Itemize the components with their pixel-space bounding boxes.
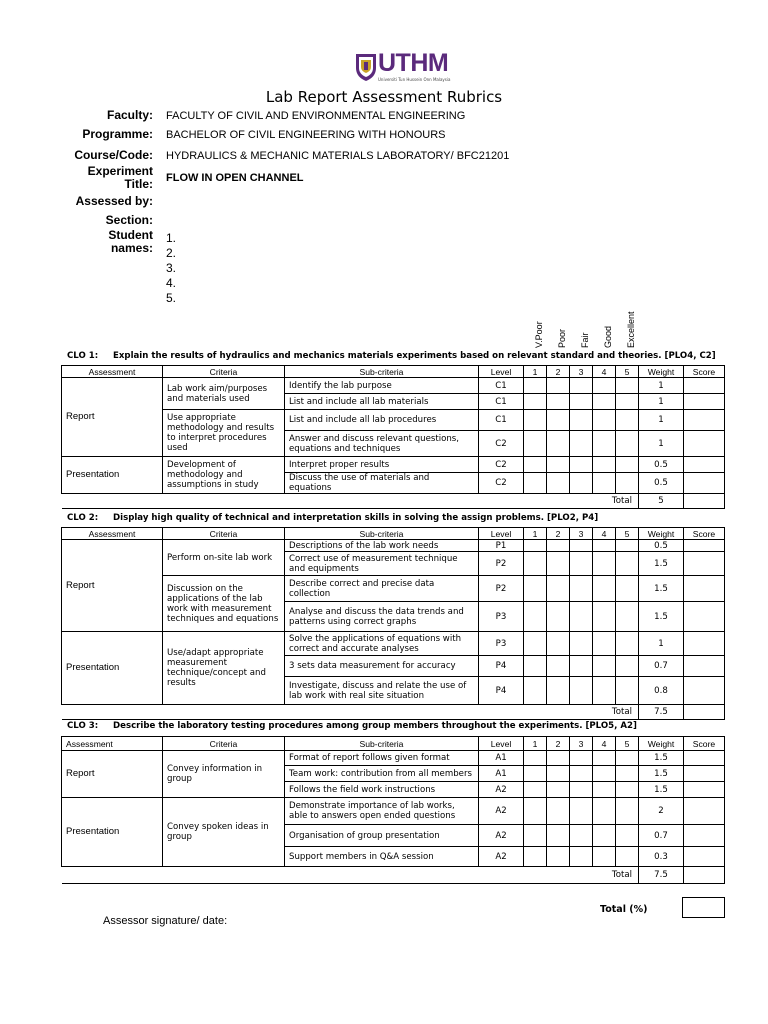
score-cell[interactable] (684, 766, 725, 782)
score-box[interactable] (616, 394, 639, 410)
score-box[interactable] (593, 632, 616, 656)
criteria-cell: Discussion on the applications of the lab work with measurement techniques and equations (163, 576, 285, 632)
course-label: Course/Code: (74, 148, 153, 162)
score-box[interactable] (616, 410, 639, 431)
student-1: 1. (166, 231, 177, 245)
score-box[interactable] (524, 410, 547, 431)
grand-total-box[interactable] (682, 897, 725, 918)
table-row: Discussion on the applications of the lab work with measurement techniques and equations Describe correct and precise data collection P2 1.5 (62, 576, 725, 602)
score-box[interactable] (524, 766, 547, 782)
total-score-cell[interactable] (684, 867, 725, 884)
score-box[interactable] (593, 576, 616, 602)
uthm-logo (355, 52, 377, 82)
table-row: Presentation Use/adapt appropriate measurement technique/concept and results Solve the applications of equations with correct and accurate analyses P3 1 (62, 632, 725, 656)
table-row: Presentation Development of methodology and assumptions in study Interpret proper results C2 0.5 (62, 457, 725, 473)
score-box[interactable] (616, 431, 639, 457)
score-box[interactable] (616, 473, 639, 494)
section-label: Section: (105, 213, 153, 227)
score-cell[interactable] (684, 782, 725, 798)
table-row: Report Lab work aim/purposes and materials used Identify the lab purpose C1 1 (62, 378, 725, 394)
score-box[interactable] (593, 473, 616, 494)
score-box[interactable] (616, 632, 639, 656)
assessment-report: Report (62, 751, 163, 798)
score-box[interactable] (593, 798, 616, 825)
score-box[interactable] (547, 431, 570, 457)
assessment-report: Report (62, 540, 163, 632)
score-box[interactable] (593, 552, 616, 576)
table-row: Report Perform on-site lab work Descriptions of the lab work needs P1 0.5 (62, 540, 725, 552)
score-cell[interactable] (684, 394, 725, 410)
clo2-heading: CLO 2: Display high quality of technical and interpretation skills in solving the assign problems. [PLO2, P4] (67, 513, 599, 523)
scale-label-vpoor: V.Poor (534, 321, 544, 348)
score-cell[interactable] (684, 751, 725, 766)
score-cell[interactable] (684, 540, 725, 552)
score-box[interactable] (524, 656, 547, 677)
score-box[interactable] (524, 632, 547, 656)
score-box[interactable] (524, 540, 547, 552)
score-box[interactable] (570, 782, 593, 798)
table-row: Use appropriate methodology and results to interpret procedures used List and include all lab procedures C1 1 (62, 410, 725, 431)
score-cell[interactable] (684, 602, 725, 632)
score-box[interactable] (593, 782, 616, 798)
assessment-report: Report (62, 378, 163, 457)
experiment-value: FLOW IN OPEN CHANNEL (166, 172, 304, 184)
clo2-table (61, 527, 725, 720)
score-cell[interactable] (684, 431, 725, 457)
total-label: Total (62, 494, 639, 509)
score-cell[interactable] (684, 552, 725, 576)
assessment-presentation: Presentation (62, 632, 163, 705)
score-box[interactable] (593, 825, 616, 847)
score-box[interactable] (616, 782, 639, 798)
score-box[interactable] (524, 782, 547, 798)
score-box[interactable] (593, 751, 616, 766)
score-box[interactable] (616, 825, 639, 847)
score-cell[interactable] (684, 798, 725, 825)
score-box[interactable] (593, 394, 616, 410)
criteria-cell: Convey spoken ideas in group (163, 798, 285, 867)
score-box[interactable] (593, 431, 616, 457)
score-box[interactable] (547, 552, 570, 576)
score-box[interactable] (616, 457, 639, 473)
score-box[interactable] (593, 378, 616, 394)
score-cell[interactable] (684, 410, 725, 431)
criteria-cell: Use appropriate methodology and results to interpret procedures used (163, 410, 285, 457)
score-box[interactable] (524, 394, 547, 410)
score-box[interactable] (570, 798, 593, 825)
assessment-presentation: Presentation (62, 457, 163, 494)
total-score-cell[interactable] (684, 494, 725, 509)
total-label: Total (62, 705, 639, 720)
table-row: List and include all lab materials C1 1 (62, 394, 725, 410)
score-box[interactable] (547, 602, 570, 632)
total-weight: 7.5 (639, 705, 684, 720)
score-cell[interactable] (684, 457, 725, 473)
assessed-by-label: Assessed by: (75, 194, 153, 208)
assessor-signature-label: Assessor signature/ date: (103, 915, 228, 927)
clo1-table (61, 365, 725, 509)
score-box[interactable] (593, 457, 616, 473)
total-weight: 7.5 (639, 867, 684, 884)
score-box[interactable] (570, 410, 593, 431)
criteria-cell: Lab work aim/purposes and materials used (163, 378, 285, 410)
score-cell[interactable] (684, 656, 725, 677)
faculty-value: FACULTY OF CIVIL AND ENVIRONMENTAL ENGINEERING (166, 110, 466, 122)
score-box[interactable] (616, 540, 639, 552)
score-box[interactable] (547, 457, 570, 473)
score-box[interactable] (524, 825, 547, 847)
score-box[interactable] (524, 677, 547, 705)
score-box[interactable] (616, 602, 639, 632)
course-value: HYDRAULICS & MECHANIC MATERIALS LABORATORY/ BFC21201 (166, 150, 510, 162)
student-2: 2. (166, 246, 177, 260)
score-box[interactable] (524, 798, 547, 825)
score-box[interactable] (547, 632, 570, 656)
table-row: Support members in Q&A session A2 0.3 (62, 847, 725, 867)
score-box[interactable] (547, 473, 570, 494)
score-box[interactable] (616, 378, 639, 394)
student-3: 3. (166, 261, 177, 275)
score-box[interactable] (593, 766, 616, 782)
score-box[interactable] (616, 677, 639, 705)
score-cell[interactable] (684, 576, 725, 602)
score-box[interactable] (547, 410, 570, 431)
score-box[interactable] (570, 825, 593, 847)
table-row: Organisation of group presentation A2 0.7 (62, 825, 725, 847)
score-box[interactable] (547, 751, 570, 766)
scale-label-poor: Poor (557, 328, 567, 348)
score-cell[interactable] (684, 847, 725, 867)
score-box[interactable] (616, 798, 639, 825)
score-box[interactable] (570, 847, 593, 867)
score-box[interactable] (547, 782, 570, 798)
score-box[interactable] (570, 751, 593, 766)
score-box[interactable] (570, 540, 593, 552)
experiment-label: Experiment Title: (87, 164, 153, 191)
faculty-label: Faculty: (106, 108, 153, 122)
table-header-row: Assessment Criteria Sub-criteria Level 1 2 3 4 5 Weight Score (62, 528, 725, 540)
criteria-cell: Perform on-site lab work (163, 540, 285, 576)
score-box[interactable] (547, 825, 570, 847)
programme-label: Programme: (82, 127, 153, 141)
total-weight: 5 (639, 494, 684, 509)
table-row: Presentation Convey spoken ideas in group Demonstrate importance of lab works, able to answers open ended questions A2 2 (62, 798, 725, 825)
criteria-cell: Convey information in group (163, 751, 285, 798)
student-list (166, 231, 176, 306)
clo1-heading: CLO 1: Explain the results of hydraulics and mechanics materials experiments based on relevant standard and theories. [PLO4, C2] (67, 351, 716, 361)
table-row: Discuss the use of materials and equations C2 0.5 (62, 473, 725, 494)
scale-label-excellent: Excellent (626, 311, 636, 348)
score-box[interactable] (570, 677, 593, 705)
score-box[interactable] (547, 847, 570, 867)
programme-value: BACHELOR OF CIVIL ENGINEERING WITH HONOURS (166, 129, 446, 141)
score-box[interactable] (570, 656, 593, 677)
clo3-table (61, 736, 725, 884)
score-box[interactable] (593, 677, 616, 705)
score-box[interactable] (570, 766, 593, 782)
score-box[interactable] (570, 552, 593, 576)
score-box[interactable] (547, 576, 570, 602)
score-box[interactable] (524, 378, 547, 394)
student-names-label: Student names: (108, 228, 153, 255)
score-box[interactable] (616, 552, 639, 576)
score-box[interactable] (616, 576, 639, 602)
uthm-crest-icon (355, 52, 377, 82)
table-row: Analyse and discuss the data trends and patterns using correct graphs P3 1.5 (62, 602, 725, 632)
table-header-row: Assessment Criteria Sub-criteria Level 1 2 3 4 5 Weight Score (62, 737, 725, 751)
score-box[interactable] (570, 378, 593, 394)
score-box[interactable] (593, 847, 616, 867)
score-box[interactable] (524, 473, 547, 494)
score-cell[interactable] (684, 473, 725, 494)
total-label: Total (62, 867, 639, 884)
document-title: Lab Report Assessment Rubrics (265, 88, 503, 106)
score-box[interactable] (593, 602, 616, 632)
score-cell[interactable] (684, 825, 725, 847)
scale-label-fair: Fair (580, 332, 590, 348)
score-box[interactable] (524, 431, 547, 457)
assessment-presentation: Presentation (62, 798, 163, 867)
table-row: Correct use of measurement technique and equipments P2 1.5 (62, 552, 725, 576)
score-box[interactable] (524, 751, 547, 766)
score-box[interactable] (524, 847, 547, 867)
grand-total-label: Total (%) (600, 904, 648, 915)
table-row: Report Convey information in group Format of report follows given format A1 1.5 (62, 751, 725, 766)
score-box[interactable] (593, 540, 616, 552)
criteria-cell: Development of methodology and assumptions in study (163, 457, 285, 494)
score-box[interactable] (547, 394, 570, 410)
score-cell[interactable] (684, 632, 725, 656)
table-row: Follows the field work instructions A2 1.5 (62, 782, 725, 798)
clo3-heading: CLO 3: Describe the laboratory testing procedures among group members throughout the experiments. [PLO5, A2] (67, 721, 637, 731)
table-header-row: Assessment Criteria Sub-criteria Level 1 2 3 4 5 Weight Score (62, 366, 725, 378)
score-box[interactable] (570, 576, 593, 602)
score-box[interactable] (570, 457, 593, 473)
score-cell[interactable] (684, 677, 725, 705)
score-box[interactable] (570, 431, 593, 457)
table-row: Answer and discuss relevant questions, equations and techniques C2 1 (62, 431, 725, 457)
score-box[interactable] (570, 602, 593, 632)
student-4: 4. (166, 276, 177, 290)
total-row (62, 494, 725, 509)
total-row (62, 867, 725, 884)
score-box[interactable] (547, 798, 570, 825)
score-cell[interactable] (684, 378, 725, 394)
score-box[interactable] (570, 632, 593, 656)
scale-label-good: Good (603, 325, 613, 348)
score-box[interactable] (570, 473, 593, 494)
score-box[interactable] (547, 540, 570, 552)
score-box[interactable] (547, 677, 570, 705)
score-box[interactable] (547, 766, 570, 782)
score-box[interactable] (547, 378, 570, 394)
score-box[interactable] (616, 656, 639, 677)
total-row (62, 705, 725, 720)
score-box[interactable] (593, 656, 616, 677)
logo-subtitle: Universiti Tun Hussein Onn Malaysia (378, 77, 451, 82)
score-box[interactable] (616, 847, 639, 867)
criteria-cell: Use/adapt appropriate measurement technique/concept and results (163, 632, 285, 705)
student-5: 5. (166, 291, 177, 305)
score-box[interactable] (616, 751, 639, 766)
total-score-cell[interactable] (684, 705, 725, 720)
score-box[interactable] (570, 394, 593, 410)
score-box[interactable] (524, 552, 547, 576)
score-box[interactable] (593, 410, 616, 431)
logo-wordmark: UTHM (378, 49, 449, 77)
table-row: 3 sets data measurement for accuracy P4 0.7 (62, 656, 725, 677)
score-box[interactable] (524, 602, 547, 632)
score-box[interactable] (547, 656, 570, 677)
table-row: Investigate, discuss and relate the use of lab work with real site situation P4 0.8 (62, 677, 725, 705)
score-box[interactable] (524, 576, 547, 602)
table-row: Team work: contribution from all members A1 1.5 (62, 766, 725, 782)
score-box[interactable] (616, 766, 639, 782)
score-box[interactable] (524, 457, 547, 473)
